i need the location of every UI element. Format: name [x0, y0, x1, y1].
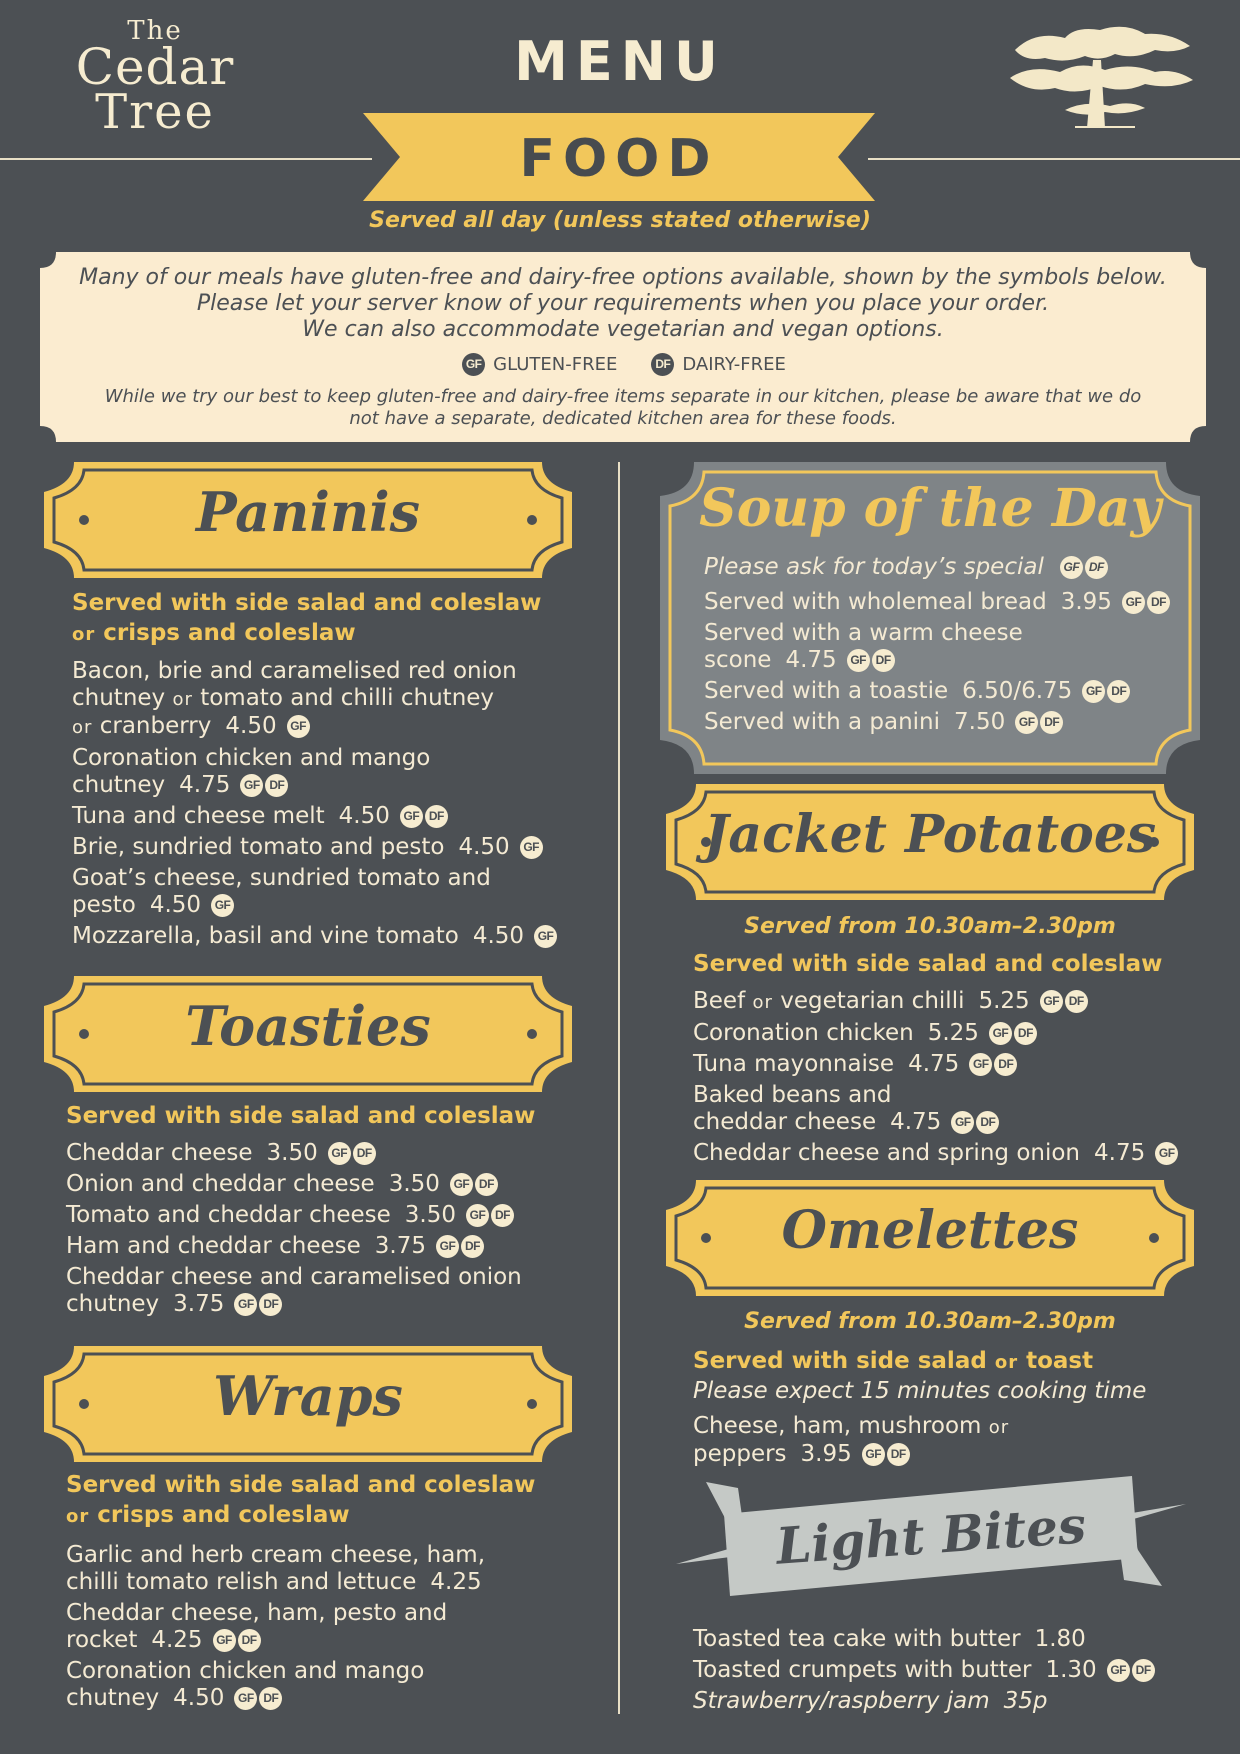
item-line: [72, 892, 557, 919]
list-item: [66, 1233, 522, 1260]
item-text: Mozzarella, basil and vine tomato: [72, 923, 459, 949]
item-line: [72, 713, 557, 741]
item-price: 4.25: [430, 1569, 482, 1595]
menu-title: MENU: [514, 30, 726, 93]
item-line: [66, 1685, 490, 1712]
item-text: Please ask for today’s special: [704, 554, 1044, 580]
dietary-legend: [40, 353, 1206, 376]
df-icon: DF: [425, 805, 448, 828]
list-item: [66, 1542, 490, 1596]
item-price: 4.50: [225, 713, 277, 739]
df-icon: DF: [238, 1629, 261, 1652]
item-price: 1.80: [1034, 1626, 1086, 1652]
list-item: [693, 1413, 1146, 1468]
gf-icon: GF: [234, 1293, 257, 1316]
item-text: Onion and cheddar cheese: [66, 1171, 375, 1197]
item-text: Cheddar cheese and spring onion: [693, 1140, 1081, 1166]
df-icon: DF: [1132, 1659, 1155, 1682]
item-text: scone: [704, 647, 772, 673]
paninis-title: Paninis: [195, 480, 421, 544]
item-price: 3.75: [173, 1291, 225, 1317]
item-line: Goat’s cheese, sundried tomato and: [72, 865, 491, 891]
list-item: [66, 1658, 490, 1712]
item-text: Cheddar cheese: [66, 1140, 253, 1166]
or-word: or: [988, 1417, 1010, 1438]
df-icon: DF: [1065, 990, 1088, 1013]
list-item: [66, 1600, 490, 1654]
gf-icon: GF: [400, 805, 423, 828]
list-item: [72, 865, 557, 919]
gf-icon: GF: [240, 774, 263, 797]
paninis-served-with: [72, 588, 541, 650]
header-rule-right: [868, 158, 1240, 160]
cedar-tree-icon: [1005, 20, 1195, 130]
list-item: [66, 1171, 522, 1198]
item-line: Baked beans and: [693, 1082, 892, 1108]
gf-icon: GF: [211, 894, 234, 917]
omelettes-served-with: [693, 1346, 1093, 1378]
jacket-list: [693, 988, 1178, 1171]
paninis-list: [72, 658, 557, 954]
df-icon: DF: [475, 1173, 498, 1196]
list-item: [66, 1140, 522, 1167]
list-item: [72, 923, 557, 950]
item-text: Tomato and cheddar cheese: [66, 1202, 391, 1228]
item-line: Cheddar cheese and caramelised onion: [66, 1264, 522, 1290]
item-line: Served with a warm cheese: [704, 620, 1023, 646]
item-text: cranberry: [99, 713, 212, 739]
df-icon: DF: [1014, 1022, 1037, 1045]
item-price: 3.75: [374, 1233, 426, 1259]
list-item: [704, 678, 1170, 705]
gf-icon: GF: [1060, 556, 1083, 579]
gf-icon: GF: [1040, 990, 1063, 1013]
list-item: [72, 745, 557, 799]
item-price: 4.75: [908, 1051, 960, 1077]
toasties-list: [66, 1140, 522, 1322]
paninis-sub-line-2: [72, 618, 541, 650]
item-text: vegetarian chilli: [780, 988, 965, 1014]
info-line-1: Many of our meals have gluten-free and dairy-free options available, shown by the symbols below.: [79, 265, 1167, 290]
item-price: 3.50: [266, 1140, 318, 1166]
item-text: peppers: [693, 1441, 787, 1467]
item-price: 4.25: [151, 1627, 203, 1653]
omelettes-sub-b: toast: [1026, 1348, 1094, 1374]
allergen-note: While we try our best to keep gluten-free and dairy-free items separate in our kitchen, please be aware that we do not have a separate, dedicated kitchen area for these foods.: [104, 386, 1142, 429]
paninis-sub-rest: crisps and coleslaw: [103, 620, 356, 646]
or-word: or: [66, 1506, 90, 1527]
item-line: [693, 1413, 1146, 1441]
item-line: [693, 1109, 1178, 1136]
item-price: 35p: [1003, 1688, 1048, 1714]
item-line: [66, 1627, 490, 1654]
item-price: 4.75: [785, 647, 837, 673]
item-price: 3.50: [404, 1202, 457, 1228]
item-price: 4.75: [179, 772, 231, 798]
list-item: [704, 589, 1170, 616]
item-text: pesto: [72, 892, 136, 918]
df-icon: DF: [491, 1204, 514, 1227]
header-rule-left: [0, 158, 372, 160]
list-item: [693, 1020, 1178, 1047]
item-text: chutney: [66, 1685, 160, 1711]
item-line: [704, 647, 1170, 674]
soup-list: [704, 554, 1170, 740]
logo-line-2: Cedar: [75, 38, 235, 96]
soup-special: [704, 554, 1170, 581]
item-text: cheddar cheese: [693, 1109, 877, 1135]
list-item: [66, 1202, 522, 1229]
cooking-time-note: Please expect 15 minutes cooking time: [693, 1378, 1147, 1404]
list-item: [693, 1626, 1155, 1653]
gf-icon: GF: [234, 1687, 257, 1710]
or-word: or: [72, 717, 93, 738]
gf-icon: GF: [328, 1142, 351, 1165]
item-text: chutney: [72, 685, 166, 711]
paninis-sub-line-1: Served with side salad and coleslaw: [72, 590, 542, 616]
item-text: Tuna mayonnaise: [693, 1051, 895, 1077]
list-item: [704, 620, 1170, 674]
item-text: Served with wholemeal bread: [704, 589, 1047, 615]
wraps-sub-rest: crisps and coleslaw: [97, 1502, 350, 1528]
gf-icon: GF: [1015, 711, 1038, 734]
gf-icon: GF: [466, 1204, 489, 1227]
gf-icon: GF: [520, 836, 543, 859]
item-text: tomato and chilli chutney: [200, 685, 495, 711]
item-line: Cheddar cheese, ham, pesto and: [66, 1600, 448, 1626]
food-title: FOOD: [519, 129, 719, 189]
logo-line-3: Tree: [95, 84, 215, 140]
wraps-sub-line-1: Served with side salad and coleslaw: [66, 1472, 536, 1498]
gf-icon: GF: [436, 1235, 459, 1258]
omelettes-served-from: Served from 10.30am–2.30pm: [744, 1309, 1116, 1334]
item-price: 6.50/6.75: [962, 678, 1073, 704]
gf-icon: GF: [1082, 680, 1105, 703]
df-icon: DF: [1147, 591, 1170, 614]
list-item: [693, 1082, 1178, 1136]
gf-icon: GF: [847, 649, 870, 672]
item-text: Coronation chicken: [693, 1020, 914, 1046]
list-item: [66, 1264, 522, 1318]
item-text: Cheese, ham, mushroom: [693, 1413, 982, 1439]
dietary-info: [40, 252, 1206, 442]
toasties-title: Toasties: [185, 994, 431, 1058]
gf-legend-label: GLUTEN-FREE: [493, 354, 618, 375]
jacket-title: Jacket Potatoes: [703, 804, 1157, 865]
list-item: [72, 658, 557, 741]
item-text: Ham and cheddar cheese: [66, 1233, 361, 1259]
light-bites-list: [693, 1626, 1155, 1719]
item-price: 4.50: [173, 1685, 225, 1711]
item-price: 4.50: [458, 834, 510, 860]
item-text: chilli tomato relish and lettuce: [66, 1569, 417, 1595]
gf-icon: GF: [534, 925, 557, 948]
list-item: [693, 1688, 1155, 1715]
gf-icon: GF: [951, 1111, 974, 1134]
df-icon: DF: [353, 1142, 376, 1165]
item-text: Brie, sundried tomato and pesto: [72, 834, 445, 860]
gf-icon: GF: [1107, 1659, 1130, 1682]
toasties-served-with: Served with side salad and coleslaw: [66, 1103, 536, 1129]
df-icon: DF: [872, 649, 895, 672]
df-icon: DF: [887, 1443, 910, 1466]
list-item: [693, 1657, 1155, 1684]
item-line: Bacon, brie and caramelised red onion: [72, 658, 517, 684]
df-icon: DF: [265, 774, 288, 797]
item-line: [66, 1291, 522, 1318]
item-text: Beef: [693, 988, 746, 1014]
item-price: 3.95: [1060, 589, 1112, 615]
gf-icon: GF: [213, 1629, 236, 1652]
item-line: [66, 1569, 490, 1596]
list-item: [72, 834, 557, 861]
omelettes-sub-a: Served with side salad: [693, 1348, 987, 1374]
list-item: [72, 803, 557, 830]
item-line: Coronation chicken and mango: [66, 1658, 425, 1684]
item-text: Toasted tea cake with butter: [693, 1626, 1021, 1652]
item-price: 4.50: [472, 923, 525, 949]
item-price: 4.75: [1094, 1140, 1146, 1166]
item-line: Garlic and herb cream cheese, ham,: [66, 1542, 486, 1568]
df-icon: DF: [994, 1053, 1017, 1076]
gf-icon: GF: [287, 715, 310, 738]
item-price: 3.95: [800, 1441, 852, 1467]
df-icon: DF: [259, 1293, 282, 1316]
df-icon: DF: [1040, 711, 1063, 734]
gf-icon: GF: [1155, 1142, 1178, 1165]
gf-icon: GF: [1122, 591, 1145, 614]
light-bites-title: Light Bites: [774, 1495, 1088, 1576]
omelettes-title: Omelettes: [781, 1200, 1079, 1261]
item-price: 5.25: [978, 988, 1030, 1014]
list-item: [693, 1051, 1178, 1078]
omelettes-list: [693, 1378, 1146, 1472]
column-divider: [618, 462, 620, 1714]
item-price: 7.50: [954, 709, 1006, 735]
item-text: Served with a toastie: [704, 678, 949, 704]
served-all-day: Served all day (unless stated otherwise): [369, 208, 871, 233]
item-price: 4.50: [149, 892, 202, 918]
gf-icon: GF: [862, 1443, 885, 1466]
item-price: 5.25: [927, 1020, 979, 1046]
gf-icon: GF: [450, 1173, 473, 1196]
item-price: 1.30: [1045, 1657, 1097, 1683]
item-price: 3.50: [388, 1171, 440, 1197]
df-badge-icon: DF: [651, 353, 674, 376]
gf-icon: GF: [969, 1053, 992, 1076]
wraps-title: Wraps: [213, 1364, 403, 1428]
list-item: [693, 988, 1178, 1016]
jacket-served-with: Served with side salad and coleslaw: [693, 951, 1163, 977]
gf-badge-icon: GF: [462, 353, 485, 376]
item-text: Served with a panini: [704, 709, 941, 735]
info-line-2: Please let your server know of your requirements when you place your order.: [196, 291, 1050, 316]
info-line-3: We can also accommodate vegetarian and vegan options.: [302, 317, 944, 342]
item-line: Coronation chicken and mango: [72, 745, 431, 771]
list-item: [704, 709, 1170, 736]
item-text: rocket: [66, 1627, 138, 1653]
item-text: Toasted crumpets with butter: [693, 1657, 1032, 1683]
list-item: [693, 1140, 1178, 1167]
logo-line-1: The: [127, 16, 183, 46]
df-icon: DF: [461, 1235, 484, 1258]
df-icon: DF: [1085, 556, 1108, 579]
item-line: [693, 1441, 1146, 1468]
df-icon: DF: [259, 1687, 282, 1710]
item-text: chutney: [66, 1291, 160, 1317]
gf-icon: GF: [989, 1022, 1012, 1045]
wraps-served-with: [66, 1470, 535, 1532]
item-line: [72, 772, 557, 799]
wraps-list: [66, 1542, 490, 1716]
or-word: or: [752, 992, 773, 1013]
item-price: 4.75: [890, 1109, 942, 1135]
or-word: or: [994, 1352, 1019, 1373]
item-text: Strawberry/raspberry jam: [693, 1688, 990, 1714]
df-icon: DF: [1107, 680, 1130, 703]
item-text: chutney: [72, 772, 166, 798]
item-text: Tuna and cheese melt: [72, 803, 325, 829]
soup-title: Soup of the Day: [699, 478, 1161, 539]
item-price: 4.50: [338, 803, 390, 829]
item-line: [72, 685, 557, 713]
wraps-sub-line-2: [66, 1500, 535, 1532]
or-word: or: [72, 624, 96, 645]
df-legend-label: DAIRY-FREE: [682, 354, 786, 375]
df-icon: DF: [976, 1111, 999, 1134]
or-word: or: [172, 689, 193, 710]
jacket-served-from: Served from 10.30am–2.30pm: [744, 914, 1116, 939]
